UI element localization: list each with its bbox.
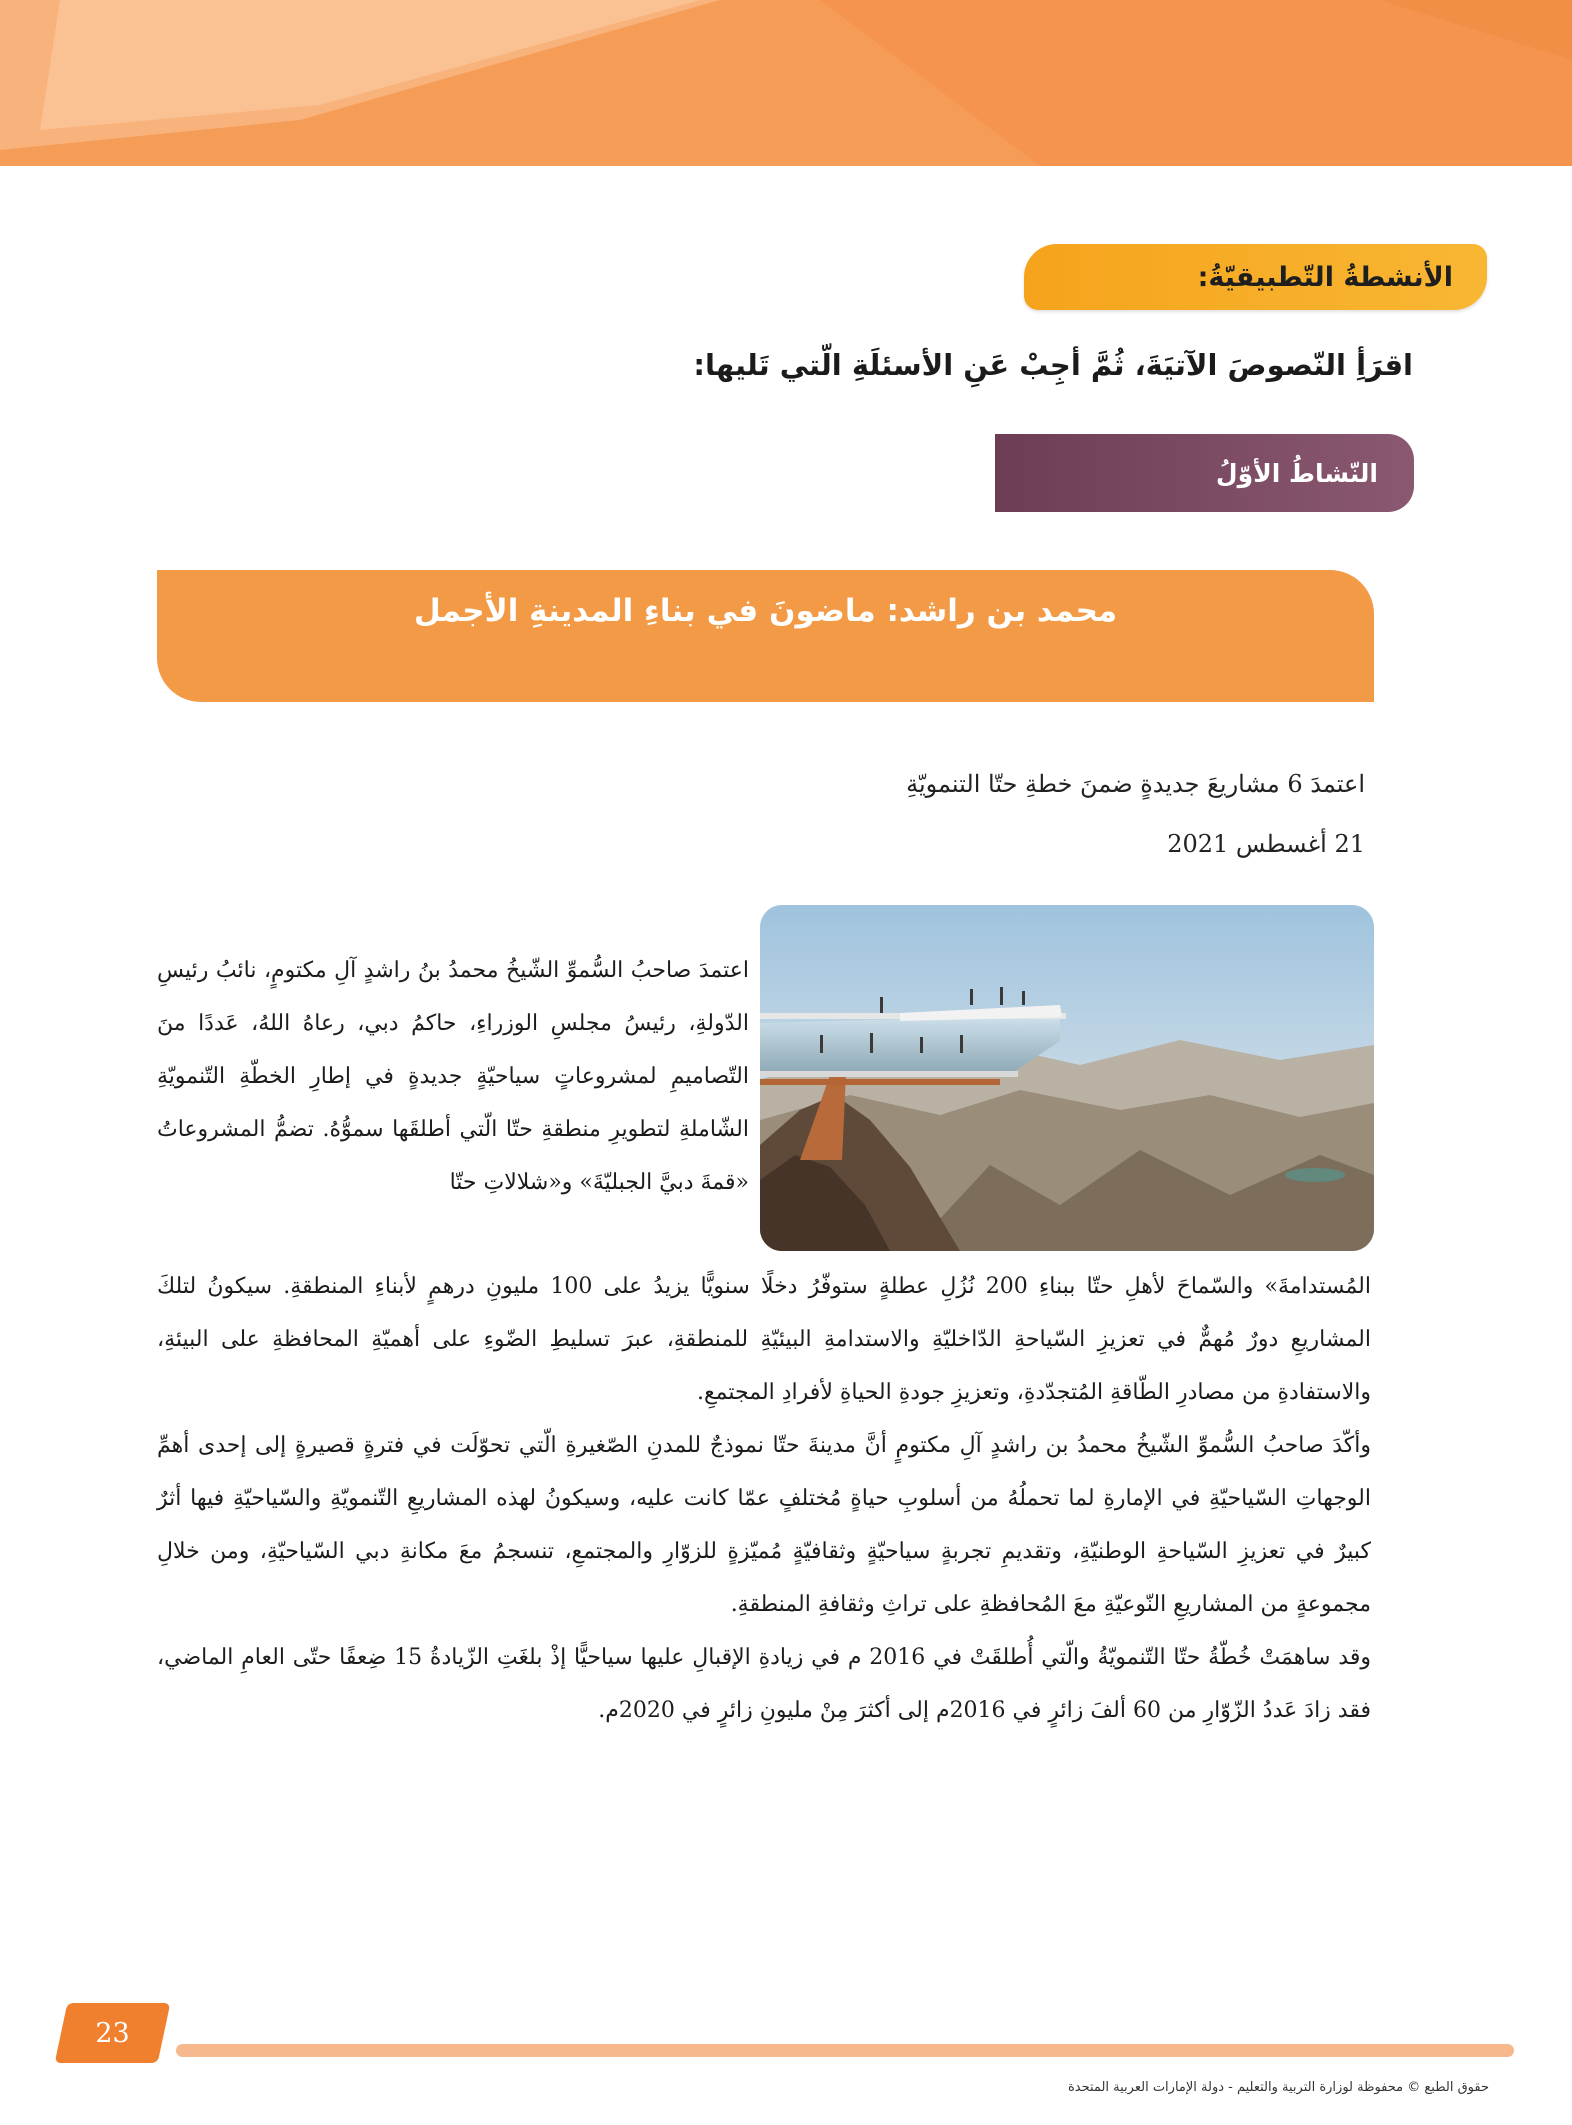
- first-activity-label: النّشاطُ الأوّلُ: [1215, 458, 1378, 488]
- intro-paragraph: اعتمدَ صاحبُ السُّموِّ الشّيخُ محمدُ بنُ راشدٍ آلِ مكتومٍ، نائبُ رئيسِ الدّولةِ، رئيسُ مجلسِ الوزراءِ، حاكمُ دبي، رعاهُ اللهُ، عَددًا منَ التّصاميمِ لمشروعاتٍ سياحيّةٍ جديدةٍ في إطارِ الخطّةِ التّنمويّةِ الشّاملةِ لتطويرِ منطقةِ حتّا الّتي أطلقَها سموُّهُ. تضمُّ المشروعاتُ «قمةَ دبيَّ الجبليّةَ» و«شلالاتِ حتّا: [157, 958, 749, 1195]
- article-date: 21 أغسطس 2021: [1167, 830, 1365, 858]
- article-body: [157, 1260, 1371, 1737]
- article-title: محمد بن راشد: ماضونَ في بناءِ المدينةِ الأجمل: [413, 593, 1118, 629]
- body-paragraph-3: وقد ساهمَتْ خُطّةُ حتّا التّنمويّةُ والّتي أُطلقَتْ في 2016 م في زيادةِ الإقبالِ عليها سياحيًّا إذْ بلغَتِ الزّيادةُ 15 ضِعفًا حتّى العامِ الماضي، فقد زادَ عَددُ الزّوّارِ من 60 ألفَ زائرٍ في 2016م إلى أكثرَ مِنْ مليونِ زائرٍ في 2020م.: [157, 1645, 1371, 1723]
- mountain-platform-photo: [760, 905, 1374, 1251]
- footer-bar: [176, 2044, 1514, 2057]
- top-banner: [0, 0, 1572, 166]
- activities-heading: [1024, 244, 1487, 310]
- first-activity-tab: [995, 434, 1414, 512]
- copyright-text: حقوق الطبع © محفوظة لوزارة التربية والتعليم - دولة الإمارات العربية المتحدة: [1067, 2080, 1489, 2095]
- body-paragraph-2: وأكّدَ صاحبُ السُّموِّ الشّيخُ محمدُ بن راشدٍ آلِ مكتومٍ أنَّ مدينةَ حتّا نموذجٌ للمدنِ الصّغيرةِ الّتي تحوّلَت في فترةٍ قصيرةٍ إلى إحدى أهمِّ الوجهاتِ السّياحيّةِ في الإمارةِ لما تحملُهُ من أسلوبِ حياةٍ مُختلفٍ عمّا كانت عليه، وسيكونُ لهذه المشاريعِ التّنمويّةِ والسّياحيّةِ فيها أثرٌ كبيرٌ في تعزيزِ السّياحةِ الوطنيّةِ، وتقديمِ تجربةٍ سياحيّةٍ وثقافيّةٍ مُميّزةٍ للزوّارِ والمجتمعِ، تنسجمُ معَ مكانةِ دبي السّياحيّةِ، ومن خلالِ مجموعةٍ من المشاريعِ النّوعيّةِ معَ المُحافظةِ على تراثِ وثقافةِ المنطقةِ.: [157, 1433, 1371, 1617]
- article-title-band: [157, 570, 1374, 702]
- article-subhead: اعتمدَ 6 مشاريعَ جديدةٍ ضمنَ خطةِ حتّا التنمويّةِ: [906, 770, 1365, 798]
- body-paragraph-1: المُستدامةَ» والسّماحَ لأهلِ حتّا ببناءِ 200 نُزُلِ عطلةٍ ستوفّرُ دخلًا سنويًّا يزيدُ على 100 مليونِ درهمٍ لأبناءِ المنطقةِ. سيكونُ لتلكَ المشاريعِ دورٌ مُهمٌّ في تعزيزِ السّياحةِ الدّاخليّةِ والاستدامةِ البيئيّةِ للمنطقةِ، عبرَ تسليطِ الضّوءِ على أهميّةِ المحافظةِ على البيئةِ، والاستفادةِ من مصادرِ الطّاقةِ المُتجدّدةِ، وتعزيزِ جودةِ الحياةِ لأفرادِ المجتمعِ.: [157, 1274, 1371, 1405]
- page-number: 23: [95, 2017, 130, 2049]
- activities-heading-label: الأنشطةُ التّطبيقيّةُ:: [1197, 261, 1453, 293]
- instruction-text: اقرَأِ النّصوصَ الآتيَةَ، ثُمَّ أجِبْ عَنِ الأسئلَةِ الّتي تَليها:: [693, 348, 1413, 382]
